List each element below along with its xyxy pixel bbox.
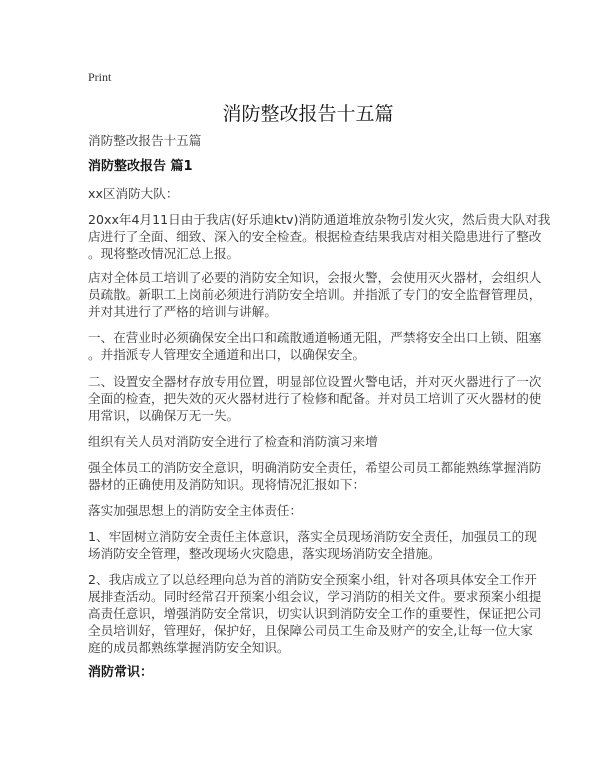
paragraph [88,571,541,656]
section-heading [88,664,153,681]
text-line: 强全体员工的消防安全意识，明确消防安全责任，希望公司员工都能熟练掌握消防 [88,460,542,475]
text-line: 展排查活动。同时经常召开预案小组会议，学习消防的相关文件。要求预案小组提 [88,589,542,604]
print-label: Print [88,70,112,84]
paragraph [88,329,541,363]
text-line: 员疏散。新职工上岗前必须进行消防安全培训。并指派了专门的安全监督管理员， [88,287,542,302]
paragraph [88,269,541,320]
paragraph [88,433,378,450]
text-line: 一、在营业时必须确保安全出口和疏散通道畅通无阻，严禁将安全出口上锁、阻塞 [88,330,542,345]
section-heading [88,158,193,175]
text-line: 。并指派专人管理安全通道和出口，以确保安全。 [88,347,366,362]
paragraph [88,373,541,424]
text-line: 1、牢固树立消防安全责任主体意识，落实全员现场消防安全责任，加强员工的现 [88,529,537,544]
paragraph [88,459,541,493]
text-line: 消防常识： [88,665,154,680]
subtitle [88,132,201,149]
text-line: 并对其进行了严格的培训与讲解。 [88,304,277,319]
text-line: 店对全体员工培训了必要的消防安全知识，会报火警，会使用灭火器材，会组织人 [88,270,542,285]
text-line: 全面的检查，把失效的灭火器材进行了检修和配备。并对员工培训了灭火器材的使 [88,391,542,406]
text-line: 高责任意识，增强消防安全常识，切实认识到消防安全工作的重要性，保证把公司 [88,606,542,621]
text-line: 场消防安全管理，整改现场火灾隐患，落实现场消防安全措施。 [88,546,441,561]
text-line: xx区消防大队： [88,186,179,201]
text-line: 消防整改报告 篇1 [88,159,193,174]
text-line: 落实加强思想上的消防安全主体责任： [88,503,303,518]
text-line: 。现将整改情况汇总上报。 [88,246,240,261]
text-line: 店进行了全面、细致、深入的安全检查。根据检查结果我店对相关隐患进行了整改 [88,229,542,244]
text-line: 消防整改报告十五篇 [88,133,202,148]
text-line: 庭的成员都熟练掌握消防安全知识。 [88,640,290,655]
text-line: 组织有关人员对消防安全进行了检查和消防演习来增 [88,434,378,449]
text-line: 20xx年4月11日由于我店(好乐迪ktv)消防通道堆放杂物引发火灾，然后贵大队对我 [88,212,551,227]
document-title: 消防整改报告十五篇 [222,103,394,125]
text-line: 器材的正确使用及消防知识。现将情况汇报如下： [88,477,366,492]
text-line: 二、设置安全器材存放专用位置，明显部位设置火警电话，并对灭火器进行了一次 [88,374,542,389]
paragraph [88,528,537,562]
text-line: 2、我店成立了以总经理向总为首的消防安全预案小组，针对各项具体安全工作开 [88,572,537,587]
paragraph [88,502,302,519]
salutation [88,185,178,202]
text-line: 全员培训好，管理好，保护好，且保障公司员工生命及财产的安全,让每一位大家 [88,623,533,638]
paragraph [88,211,550,262]
text-line: 用常识，以确保万无一失。 [88,408,240,423]
